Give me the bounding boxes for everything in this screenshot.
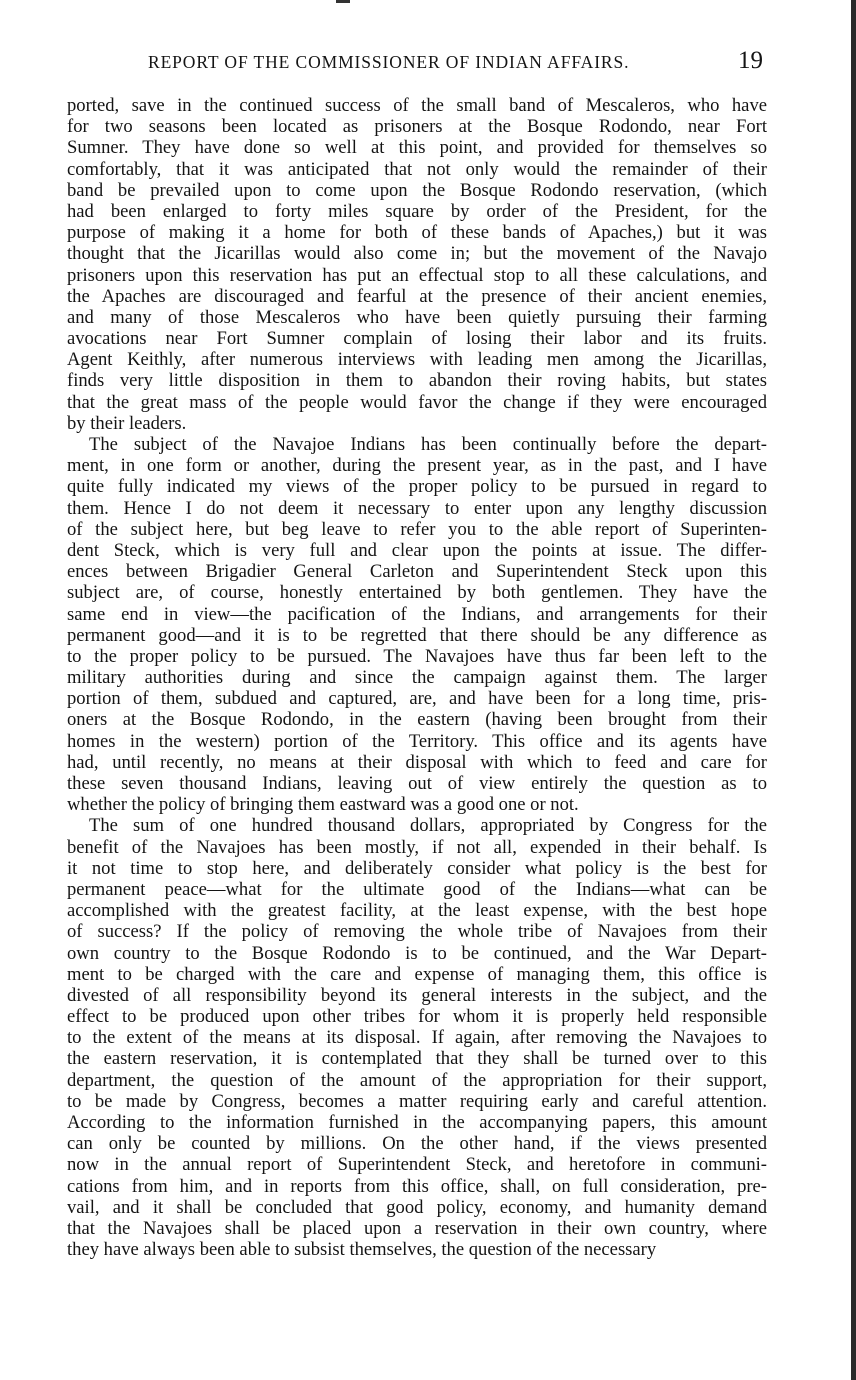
- text-line: According to the information furnished in the accompanying papers, this amount: [67, 1112, 767, 1133]
- text-line: finds very little disposition in them to abandon their roving habits, but states: [67, 370, 767, 392]
- text-line: had, until recently, no means at their disposal with which to feed and care for: [67, 751, 767, 773]
- text-line: quite fully indicated my views of the proper policy to be pursued in regard to: [67, 476, 767, 498]
- text-line: ences between Brigadier General Carleton and Superintendent Steck upon this: [67, 561, 767, 583]
- text-line: accomplished with the greatest facility, at the least expense, with the best hope: [67, 900, 767, 922]
- text-line: subject are, of course, honestly entertained by both gentlemen. They have the: [67, 582, 767, 604]
- paragraph: [67, 95, 767, 434]
- text-line: and many of those Mescaleros who have been quietly pursuing their farming: [67, 306, 767, 328]
- text-line: it not time to stop here, and deliberately consider what policy is the best for: [67, 857, 767, 879]
- text-line: department, the question of the amount of the appropriation for their support,: [67, 1069, 767, 1091]
- text-line: permanent peace—what for the ultimate good of the Indians—what can be: [67, 878, 767, 900]
- text-line: Agent Keithly, after numerous interviews with leading men among the Jicarillas,: [67, 349, 767, 371]
- text-line: comfortably, that it was anticipated that not only would the remainder of their: [67, 158, 767, 180]
- text-line: to the extent of the means at its disposal. If again, after removing the Navajoes to: [67, 1027, 767, 1049]
- text-line: ported, save in the continued success of the small band of Mescaleros, who have: [67, 95, 767, 116]
- text-line: now in the annual report of Superintendent Steck, and heretofore in communi-: [67, 1154, 767, 1176]
- text-line: can only be counted by millions. On the other hand, if the views presented: [67, 1133, 767, 1155]
- text-line: own country to the Bosque Rodondo is to be continued, and the War Depart-: [67, 942, 767, 964]
- text-line: for two seasons been located as prisoners at the Bosque Rodondo, near Fort: [67, 116, 767, 138]
- text-line: to the proper policy to be pursued. The Navajoes have thus far been left to the: [67, 645, 767, 667]
- text-line: thought that the Jicarillas would also come in; but the movement of the Navajo: [67, 243, 767, 265]
- text-line: the eastern reservation, it is contemplated that they shall be turned over to this: [67, 1048, 767, 1070]
- text-line: prisoners upon this reservation has put an effectual stop to all these calculations, and: [67, 264, 767, 286]
- text-line: purpose of making it a home for both of these bands of Apaches,) but it was: [67, 222, 767, 244]
- text-line: they have always been able to subsist themselves, the question of the necessary: [67, 1239, 657, 1261]
- paragraph: [67, 815, 767, 1260]
- text-line: homes in the western) portion of the Territory. This office and its agents have: [67, 730, 767, 752]
- text-line: dent Steck, which is very full and clear upon the points at issue. The differ-: [67, 539, 767, 561]
- text-line: ment to be charged with the care and expense of managing them, this office is: [67, 963, 767, 985]
- text-line: these seven thousand Indians, leaving out of view entirely the question as to: [67, 773, 767, 794]
- text-line: that the great mass of the people would favor the change if they were encouraged: [67, 391, 767, 413]
- text-line: portion of them, subdued and captured, are, and have been for a long time, pris-: [67, 688, 767, 710]
- text-line: by their leaders.: [67, 412, 187, 434]
- text-line: benefit of the Navajoes has been mostly, if not all, expended in their behalf. Is: [67, 836, 767, 858]
- text-line: to be made by Congress, becomes a matter requiring early and careful attention.: [67, 1090, 767, 1112]
- text-line: avocations near Fort Sumner complain of losing their labor and its fruits.: [67, 328, 767, 350]
- text-line: the Apaches are discouraged and fearful at the presence of their ancient enemies,: [67, 285, 767, 307]
- text-line: cations from him, and in reports from this office, shall, on full consideration, pre-: [67, 1175, 767, 1197]
- text-line: The subject of the Navajoe Indians has been continually before the depart-: [89, 434, 767, 455]
- text-line: military authorities during and since the campaign against them. The larger: [67, 667, 767, 689]
- text-line: divested of all responsibility beyond its general interests in the subject, and the: [67, 984, 767, 1006]
- text-line: had been enlarged to forty miles square by order of the President, for the: [67, 200, 767, 222]
- text-line: permanent good—and it is to be regretted that there should be any difference as: [67, 624, 767, 646]
- text-line: band be prevailed upon to come upon the Bosque Rodondo reservation, (which: [67, 179, 767, 201]
- text-line: vail, and it shall be concluded that good policy, economy, and humanity demand: [67, 1196, 767, 1218]
- text-line: them. Hence I do not deem it necessary to enter upon any lengthy discussion: [67, 497, 767, 519]
- body-text: [67, 95, 767, 1260]
- page-edge: [851, 0, 856, 1380]
- page-number: 19: [738, 47, 763, 74]
- paragraph: [67, 434, 767, 815]
- text-line: of success? If the policy of removing the whole tribe of Navajoes from their: [67, 921, 767, 943]
- text-line: The sum of one hundred thousand dollars, appropriated by Congress for the: [89, 815, 767, 837]
- text-line: of the subject here, but beg leave to refer you to the able report of Superinten-: [67, 518, 767, 540]
- text-line: same end in view—the pacification of the Indians, and arrangements for their: [67, 603, 767, 625]
- text-line: that the Navajoes shall be placed upon a reservation in their own country, where: [67, 1217, 767, 1239]
- text-line: Sumner. They have done so well at this point, and provided for themselves so: [67, 137, 767, 159]
- text-line: oners at the Bosque Rodondo, in the eastern (having been brought from their: [67, 709, 767, 731]
- running-title: REPORT OF THE COMMISSIONER OF INDIAN AFFAIRS.: [148, 52, 630, 72]
- text-line: effect to be produced upon other tribes for whom it is properly held responsible: [67, 1006, 767, 1028]
- text-line: whether the policy of bringing them eastward was a good one or not.: [67, 794, 579, 816]
- text-line: ment, in one form or another, during the present year, as in the past, and I have: [67, 455, 767, 477]
- scan-mark: [336, 0, 350, 3]
- page-header: [0, 47, 856, 80]
